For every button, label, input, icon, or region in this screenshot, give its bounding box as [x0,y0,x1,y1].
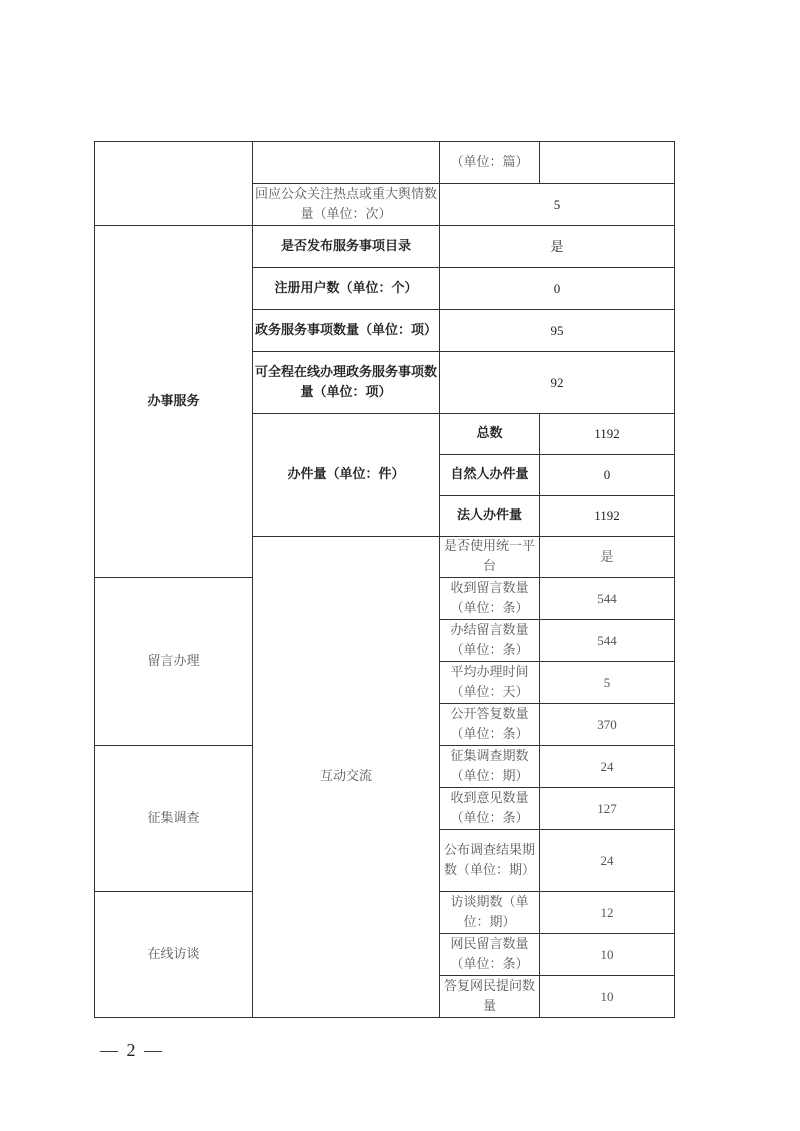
interaction-category: 互动交流 [253,537,440,1018]
page-number: — 2 — [100,1040,164,1060]
answered-value: 10 [540,976,675,1018]
received-value: 544 [540,578,675,620]
closed-label: 办结留言数量（单位：条） [440,620,540,662]
answered-label: 答复网民提问数量 [440,976,540,1018]
unit-article-label: （单位：篇） [440,142,540,184]
service-category: 办事服务 [95,226,253,578]
top-sub-cell [253,142,440,184]
avg-time-value: 5 [540,662,675,704]
public-reply-value: 370 [540,704,675,746]
catalog-value: 是 [440,226,675,268]
online-value: 92 [440,352,675,414]
platform-value: 是 [540,537,675,578]
hotspot-label: 回应公众关注热点或重大舆情数量（单位：次） [253,184,440,226]
platform-label: 是否使用统一平台 [440,537,540,578]
interview-periods-value: 12 [540,892,675,934]
top-category-cell [95,142,253,226]
online-label: 可全程在线办理政务服务事项数量（单位：项） [253,352,440,414]
netizen-value: 10 [540,934,675,976]
avg-time-label: 平均办理时间（单位：天） [440,662,540,704]
items-value: 95 [440,310,675,352]
unit-article-value [540,142,675,184]
catalog-label: 是否发布服务事项目录 [253,226,440,268]
hotspot-value: 5 [440,184,675,226]
items-label: 政务服务事项数量（单位：项） [253,310,440,352]
survey-periods-label: 征集调查期数（单位：期） [440,746,540,788]
volume-label: 办件量（单位：件） [253,414,440,537]
survey-periods-value: 24 [540,746,675,788]
message-label: 留言办理 [95,578,253,746]
public-reply-label: 公开答复数量（单位：条） [440,704,540,746]
opinions-label: 收到意见数量（单位：条） [440,788,540,830]
netizen-label: 网民留言数量（单位：条） [440,934,540,976]
natural-value: 0 [540,455,675,496]
interview-label: 在线访谈 [95,892,253,1018]
closed-value: 544 [540,620,675,662]
legal-label: 法人办件量 [440,496,540,537]
interview-periods-label: 访谈期数（单位：期） [440,892,540,934]
received-label: 收到留言数量（单位：条） [440,578,540,620]
opinions-value: 127 [540,788,675,830]
total-label: 总数 [440,414,540,455]
legal-value: 1192 [540,496,675,537]
data-table [94,141,675,1018]
results-value: 24 [540,830,675,892]
natural-label: 自然人办件量 [440,455,540,496]
users-label: 注册用户数（单位：个） [253,268,440,310]
results-label: 公布调查结果期数（单位：期） [440,830,540,892]
users-value: 0 [440,268,675,310]
survey-label: 征集调查 [95,746,253,892]
total-value: 1192 [540,414,675,455]
